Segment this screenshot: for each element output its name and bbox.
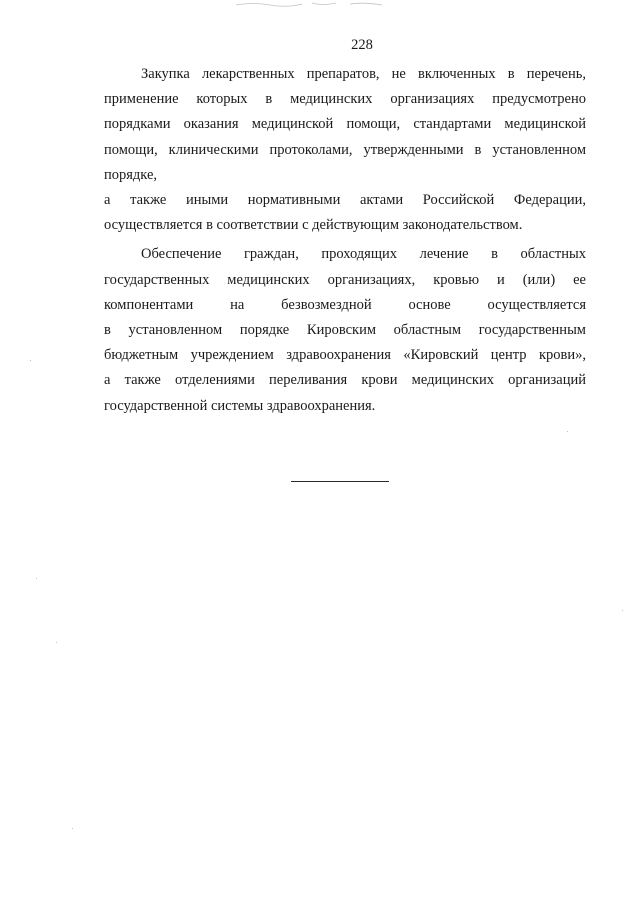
text-line: осуществляется в соответствии с действующим законодательством. (104, 217, 523, 234)
scan-speck (30, 360, 31, 361)
scan-artifact (232, 0, 402, 8)
text-line: помощи, клиническими протоколами, утвержденными в установленном (104, 141, 586, 158)
text-line: бюджетным учреждением здравоохранения «Кировский центр крови», (104, 347, 586, 364)
text-line: государственных медицинских организациях, кровью и (или) ее (104, 271, 586, 288)
text-line: порядками оказания медицинской помощи, стандартами медицинской (104, 116, 586, 133)
paragraph-drug-procurement (104, 62, 586, 238)
text-line: Обеспечение граждан, проходящих лечение в областных (141, 246, 586, 263)
scan-speck (36, 578, 37, 579)
page-number: 228 (351, 37, 373, 53)
end-of-document-rule (291, 481, 389, 482)
scan-speck (72, 828, 73, 829)
text-line: применение которых в медицинских организациях предусмотрено (104, 91, 586, 108)
paragraph-blood-supply (104, 242, 586, 418)
text-line: а также отделениями переливания крови медицинских организаций (104, 372, 586, 389)
text-line: Закупка лекарственных препаратов, не включенных в перечень, (141, 66, 586, 82)
text-line: компонентами на безвозмездной основе осуществляется (104, 296, 586, 313)
text-line: а также иными нормативными актами Российской Федерации, (104, 192, 586, 209)
document-body (104, 62, 586, 419)
text-line: в установленном порядке Кировским областным государственным (104, 322, 586, 339)
scan-speck (56, 642, 57, 643)
text-line: порядке, (104, 166, 158, 183)
scan-speck (622, 610, 623, 611)
text-line: государственной системы здравоохранения. (104, 397, 376, 414)
scan-speck (567, 431, 568, 432)
